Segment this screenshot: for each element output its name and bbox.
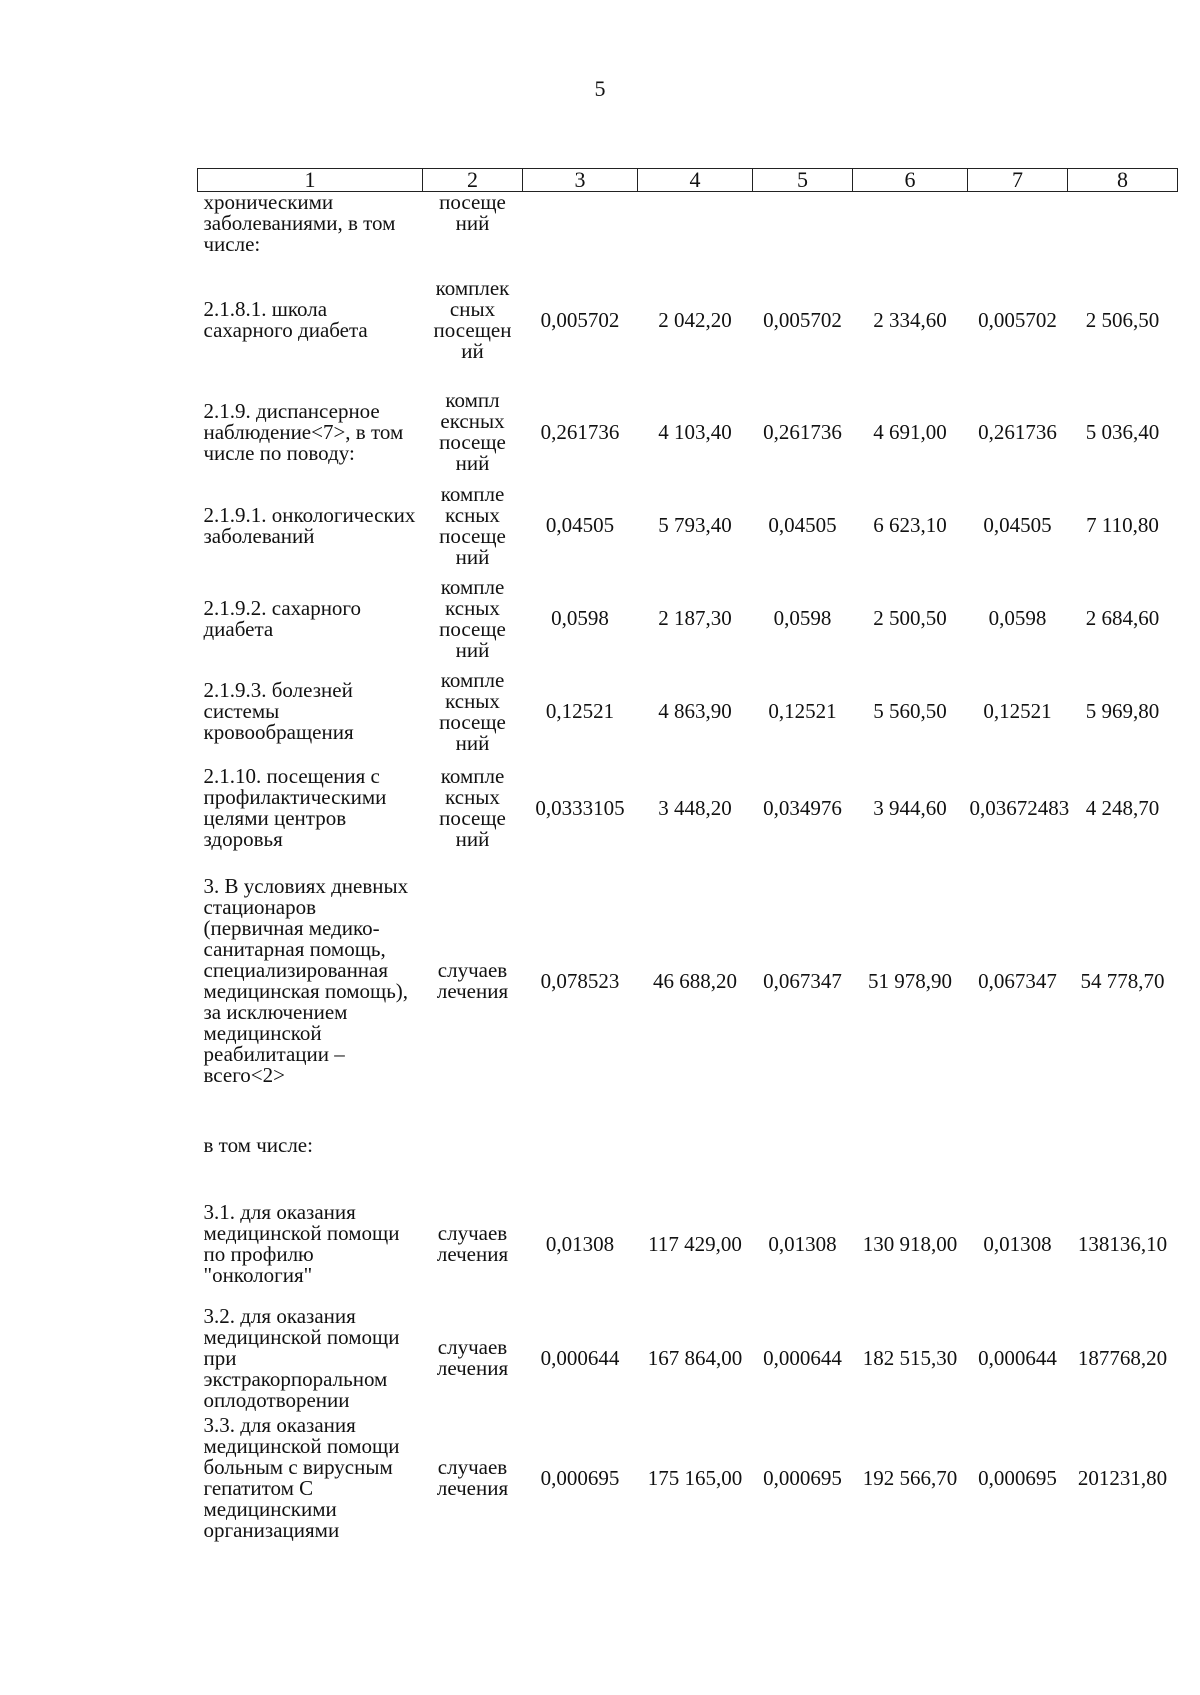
- row-name: 3.1. для оказания медицинской помощи по профилю "онкология": [203, 1200, 400, 1287]
- value-cell: 4 691,00: [873, 419, 947, 444]
- value-cell: 117 429,00: [648, 1231, 742, 1256]
- value-cell: 0,000695: [978, 1465, 1057, 1490]
- value-cell: [523, 192, 638, 256]
- value-cell: 5 560,50: [873, 699, 947, 723]
- value-cell: 2 500,50: [873, 606, 947, 630]
- value-cell: [853, 192, 968, 256]
- value-cell: 0,067347: [978, 968, 1057, 993]
- row-unit: компле ксных посеще ний: [439, 481, 506, 569]
- value-cell: 0,03672483: [969, 795, 1070, 820]
- table-header: [198, 169, 1178, 192]
- value-cell: 46 688,20: [653, 968, 737, 993]
- value-cell: [753, 1104, 853, 1187]
- table-row: [198, 665, 1178, 758]
- value-cell: [753, 192, 853, 256]
- row-name: в том числе:: [203, 1133, 313, 1157]
- column-header: 5: [753, 169, 853, 192]
- row-name: 2.1.9.2. сахарного диабета: [203, 595, 362, 641]
- value-cell: [853, 1104, 968, 1187]
- value-cell: 0,01308: [545, 1231, 615, 1256]
- value-cell: 5 969,80: [1085, 699, 1160, 723]
- row-unit: компле ксных посеще ний: [439, 667, 506, 755]
- value-cell: 0,04505: [545, 513, 615, 537]
- row-unit: случаев лечения: [436, 958, 509, 1003]
- value-cell: 0,034976: [763, 795, 842, 820]
- value-cell: 0,067347: [763, 968, 842, 993]
- table-row: [198, 1187, 1178, 1301]
- value-cell: 0,0598: [773, 606, 832, 630]
- value-cell: 0,12521: [545, 699, 615, 723]
- value-cell: 2 684,60: [1085, 606, 1160, 630]
- value-cell: 0,0598: [551, 606, 609, 630]
- header-row: [198, 169, 1178, 192]
- value-cell: 4 103,40: [658, 419, 732, 444]
- value-cell: 0,078523: [540, 968, 620, 993]
- value-cell: 0,005702: [978, 307, 1057, 332]
- row-unit: [423, 1104, 523, 1187]
- value-cell: 0,000695: [763, 1465, 842, 1490]
- column-header: 3: [523, 169, 638, 192]
- value-cell: 0,000695: [540, 1465, 620, 1490]
- value-cell: 0,000644: [763, 1345, 842, 1370]
- row-name: 3.3. для оказания медицинской помощи больным с вирусным гепатитом С медицинскими организациями: [203, 1413, 400, 1542]
- value-cell: 187768,20: [1077, 1345, 1168, 1370]
- value-cell: 175 165,00: [647, 1465, 743, 1490]
- value-cell: 0,01308: [983, 1231, 1052, 1256]
- table-row: [198, 1415, 1178, 1541]
- value-cell: [968, 192, 1068, 256]
- column-header: 6: [853, 169, 968, 192]
- table-body: [198, 192, 1178, 1542]
- row-unit: компле ксных посеще ний: [439, 574, 506, 662]
- value-cell: 0,261736: [540, 419, 620, 444]
- value-cell: 130 918,00: [862, 1231, 958, 1256]
- value-cell: [638, 1104, 753, 1187]
- table-row: [198, 758, 1178, 858]
- row-unit: посеще ний: [439, 190, 506, 235]
- value-cell: 0,000644: [978, 1345, 1057, 1370]
- row-name: 2.1.9.3. болезней системы кровообращения: [203, 678, 354, 744]
- value-cell: 2 042,20: [658, 307, 732, 332]
- value-cell: [1068, 192, 1178, 256]
- value-cell: 192 566,70: [862, 1465, 958, 1490]
- column-header: 8: [1068, 169, 1178, 192]
- value-cell: [638, 192, 753, 256]
- value-cell: 5 036,40: [1085, 419, 1160, 444]
- value-cell: 6 623,10: [873, 513, 947, 537]
- table-row: [198, 192, 1178, 256]
- value-cell: [968, 1104, 1068, 1187]
- table-row: [198, 479, 1178, 572]
- row-name: 3.2. для оказания медицинской помощи при экстракорпоральном оплодотворении: [203, 1303, 400, 1412]
- value-cell: 0,12521: [983, 699, 1052, 723]
- value-cell: 0,261736: [763, 419, 842, 444]
- value-cell: 138136,10: [1077, 1231, 1168, 1256]
- value-cell: 4 863,90: [658, 699, 732, 723]
- column-header: 4: [638, 169, 753, 192]
- row-unit: компл ексных посеще ний: [439, 388, 506, 475]
- column-header: 1: [198, 169, 423, 192]
- value-cell: 0,12521: [768, 699, 837, 723]
- value-cell: 0,04505: [983, 513, 1052, 537]
- value-cell: 51 978,90: [868, 968, 952, 993]
- row-name: 2.1.10. посещения с профилактическими целями центров здоровья: [203, 764, 387, 851]
- value-cell: 2 506,50: [1085, 307, 1160, 332]
- value-cell: 2 334,60: [873, 307, 947, 332]
- table-row: [198, 385, 1178, 479]
- row-name: 2.1.8.1. школа сахарного диабета: [203, 297, 368, 342]
- value-cell: 4 248,70: [1085, 795, 1160, 820]
- value-cell: 182 515,30: [862, 1345, 958, 1370]
- table-row: [198, 1301, 1178, 1415]
- row-unit: случаев лечения: [436, 1335, 509, 1380]
- value-cell: [523, 1104, 638, 1187]
- table-row: [198, 1104, 1178, 1187]
- value-cell: [1068, 1104, 1178, 1187]
- value-cell: 0,005702: [763, 307, 842, 332]
- row-unit: случаев лечения: [436, 1221, 509, 1266]
- value-cell: 0,01308: [768, 1231, 837, 1256]
- table-row: [198, 572, 1178, 665]
- value-cell: 3 944,60: [873, 795, 947, 820]
- value-cell: 2 187,30: [658, 606, 732, 630]
- row-unit: компле ксных посеще ний: [439, 764, 506, 851]
- row-unit: комплек сных посещен ий: [433, 276, 512, 363]
- column-header: 7: [968, 169, 1068, 192]
- row-name: хроническими заболеваниями, в том числе:: [203, 190, 396, 256]
- table-row: [198, 858, 1178, 1104]
- row-name: 2.1.9. диспансерное наблюдение<7>, в том числе по поводу:: [203, 398, 404, 465]
- value-cell: 0,04505: [768, 513, 837, 537]
- value-cell: 0,261736: [978, 419, 1057, 444]
- rates-table: [197, 168, 1178, 1541]
- value-cell: 0,000644: [540, 1345, 620, 1370]
- value-cell: 0,0333105: [535, 795, 625, 820]
- row-name: 2.1.9.1. онкологических заболеваний: [203, 502, 416, 548]
- value-cell: 0,005702: [540, 307, 620, 332]
- value-cell: 54 778,70: [1080, 968, 1165, 993]
- value-cell: 167 864,00: [647, 1345, 743, 1370]
- table-row: [198, 255, 1178, 385]
- column-header: 2: [423, 169, 523, 192]
- row-unit: случаев лечения: [436, 1455, 509, 1500]
- value-cell: 7 110,80: [1086, 513, 1159, 537]
- value-cell: 3 448,20: [658, 795, 732, 820]
- row-name: 3. В условиях дневных стационаров (первичная медико-санитарная помощь, специализированная медицинская помощь), за исключением медицинской реабилитации – всего<2>: [203, 874, 409, 1087]
- page-number: 5: [594, 76, 606, 101]
- value-cell: 201231,80: [1077, 1465, 1168, 1490]
- value-cell: 5 793,40: [658, 513, 732, 537]
- value-cell: 0,0598: [988, 606, 1047, 630]
